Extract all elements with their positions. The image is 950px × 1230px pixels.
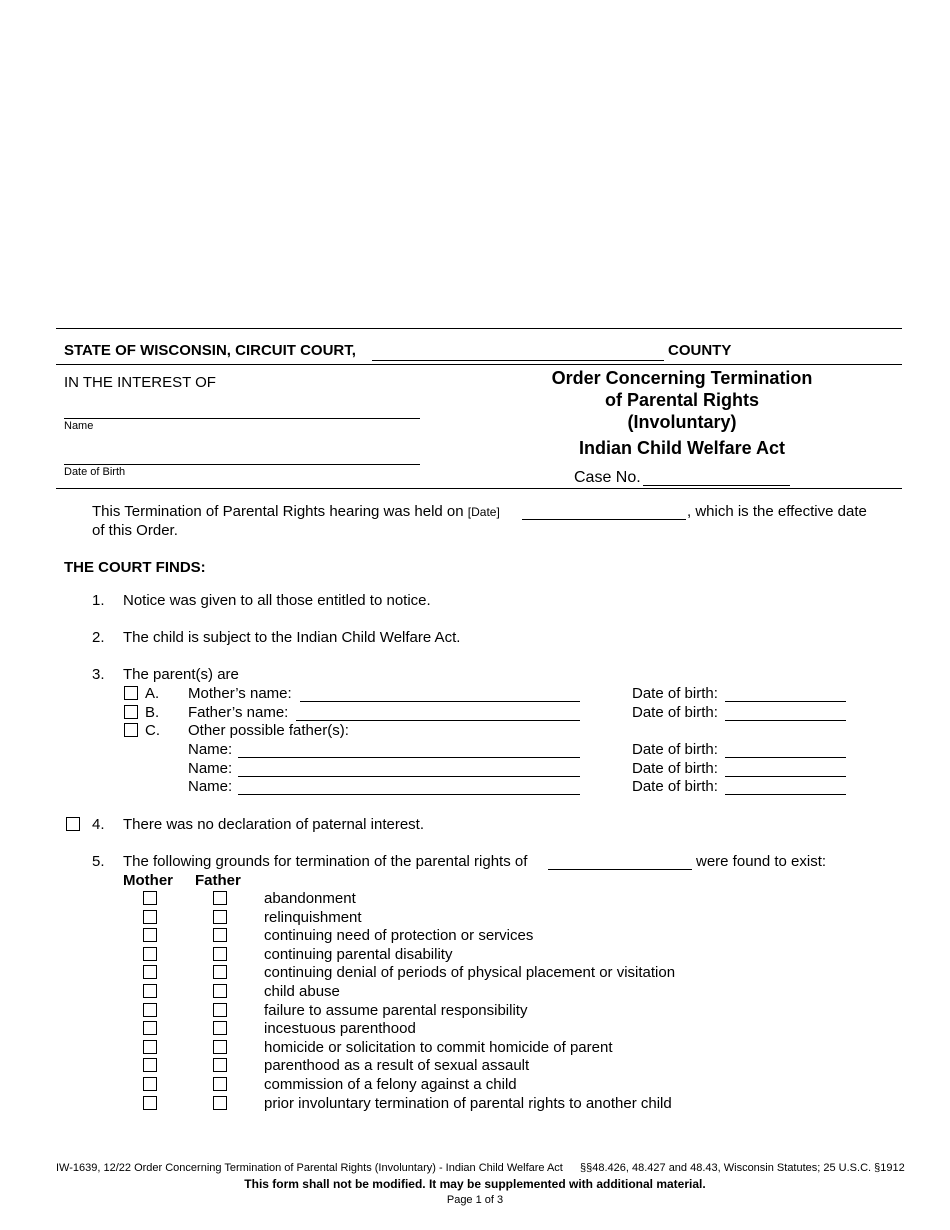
item1-text: Notice was given to all those entitled to notice. (123, 592, 431, 609)
ground-father-checkbox[interactable] (213, 891, 227, 905)
ground-label: failure to assume parental responsibility (264, 1002, 528, 1019)
ground-father-checkbox[interactable] (213, 1040, 227, 1054)
ground-father-checkbox[interactable] (213, 984, 227, 998)
ground-label: prior involuntary termination of parental rights to another child (264, 1095, 672, 1112)
intro-before: This Termination of Parental Rights hearing was held on (92, 503, 464, 520)
item5-parent-field[interactable] (548, 869, 692, 870)
header-rule (56, 364, 902, 365)
father-name-label: Father’s name: (188, 704, 289, 721)
court-line-suffix: COUNTY (668, 342, 732, 359)
ground-father-checkbox[interactable] (213, 1021, 227, 1035)
other-father-2-name-label: Name: (188, 760, 233, 777)
ground-father-checkbox[interactable] (213, 965, 227, 979)
ground-mother-checkbox[interactable] (143, 891, 157, 905)
header-bottom-rule (56, 488, 902, 489)
ground-mother-checkbox[interactable] (143, 965, 157, 979)
in-interest-of-label: IN THE INTEREST OF (64, 374, 216, 391)
top-rule (56, 328, 902, 329)
other-father-3-dob-field[interactable] (725, 794, 846, 795)
ground-mother-checkbox[interactable] (143, 1003, 157, 1017)
father-name-field[interactable] (296, 720, 580, 721)
ground-label: continuing need of protection or services (264, 927, 534, 944)
ground-father-checkbox[interactable] (213, 1077, 227, 1091)
ground-mother-checkbox[interactable] (143, 910, 157, 924)
other-fathers-label: Other possible father(s): (188, 722, 349, 739)
other-father-2-dob-label: Date of birth: (632, 760, 718, 777)
ground-mother-checkbox[interactable] (143, 1021, 157, 1035)
ground-mother-checkbox[interactable] (143, 1077, 157, 1091)
other-father-1-dob-field[interactable] (725, 757, 846, 758)
item3-text: The parent(s) are (123, 666, 239, 683)
ground-mother-checkbox[interactable] (143, 1096, 157, 1110)
form-subtitle: Indian Child Welfare Act (578, 438, 786, 458)
form-title-line2: of Parental Rights (604, 390, 760, 410)
findings-heading: THE COURT FINDS: (64, 559, 206, 576)
ground-label: incestuous parenthood (264, 1020, 416, 1037)
parent-c-checkbox[interactable] (124, 723, 138, 737)
child-dob-label: Date of Birth (64, 466, 126, 478)
footer-statutes: §§48.426, 48.427 and 48.43, Wisconsin Statutes; 25 U.S.C. §1912 (580, 1162, 905, 1174)
mother-dob-field[interactable] (725, 701, 846, 702)
ground-mother-checkbox[interactable] (143, 947, 157, 961)
other-father-1-dob-label: Date of birth: (632, 741, 718, 758)
court-line-prefix: STATE OF WISCONSIN, CIRCUIT COURT, (64, 342, 356, 359)
item5-text-after: were found to exist: (696, 853, 827, 870)
father-dob-label: Date of birth: (632, 704, 718, 721)
intro-after: , which is the effective date (687, 503, 867, 520)
item2-text: The child is subject to the Indian Child Welfare Act. (123, 629, 461, 646)
county-field[interactable] (372, 360, 664, 361)
ground-mother-checkbox[interactable] (143, 1058, 157, 1072)
mother-column-heading: Mother (123, 872, 173, 889)
item5-number: 5. (92, 853, 105, 870)
footer-form-id: IW-1639, 12/22 Order Concerning Termination of Parental Rights (Involuntary) - Indian Child Welfare Act (56, 1162, 563, 1174)
ground-father-checkbox[interactable] (213, 910, 227, 924)
form-title-line3: (Involuntary) (627, 412, 737, 432)
other-father-3-name-field[interactable] (238, 794, 580, 795)
mother-name-label: Mother’s name: (188, 685, 292, 702)
ground-label: parenthood as a result of sexual assault (264, 1057, 530, 1074)
item1-number: 1. (92, 592, 105, 609)
ground-label: continuing denial of periods of physical placement or visitation (264, 964, 676, 981)
footer-page-number: Page 1 of 3 (446, 1194, 504, 1206)
ground-label: abandonment (264, 890, 356, 907)
ground-father-checkbox[interactable] (213, 928, 227, 942)
item2-number: 2. (92, 629, 105, 646)
mother-dob-label: Date of birth: (632, 685, 718, 702)
other-father-3-name-label: Name: (188, 778, 233, 795)
child-dob-field[interactable] (64, 464, 420, 465)
child-name-label: Name (64, 420, 94, 432)
item5-text-before: The following grounds for termination of the parental rights of (123, 853, 528, 870)
case-no-field[interactable] (643, 485, 790, 486)
footer-notice: This form shall not be modified. It may be supplemented with additional material. (244, 1177, 706, 1191)
parent-b-checkbox[interactable] (124, 705, 138, 719)
intro-text (92, 503, 500, 520)
parent-a-checkbox[interactable] (124, 686, 138, 700)
ground-father-checkbox[interactable] (213, 1096, 227, 1110)
ground-mother-checkbox[interactable] (143, 928, 157, 942)
form-title-line1: Order Concerning Termination (551, 368, 813, 388)
item3-number: 3. (92, 666, 105, 683)
item4-checkbox[interactable] (66, 817, 80, 831)
other-father-3-dob-label: Date of birth: (632, 778, 718, 795)
parent-b-letter: B. (145, 704, 160, 721)
ground-label: relinquishment (264, 909, 362, 926)
other-father-1-name-field[interactable] (238, 757, 580, 758)
father-dob-field[interactable] (725, 720, 846, 721)
other-father-2-dob-field[interactable] (725, 776, 846, 777)
intro-line2: of this Order. (92, 522, 178, 539)
child-name-field[interactable] (64, 418, 420, 419)
parent-c-letter: C. (145, 722, 160, 739)
other-father-1-name-label: Name: (188, 741, 233, 758)
ground-mother-checkbox[interactable] (143, 984, 157, 998)
item4-text: There was no declaration of paternal interest. (123, 816, 425, 833)
hearing-date-field[interactable] (522, 519, 686, 520)
ground-mother-checkbox[interactable] (143, 1040, 157, 1054)
ground-label: child abuse (264, 983, 340, 1000)
parent-a-letter: A. (145, 685, 160, 702)
ground-father-checkbox[interactable] (213, 947, 227, 961)
father-column-heading: Father (195, 872, 241, 889)
ground-label: continuing parental disability (264, 946, 453, 963)
ground-father-checkbox[interactable] (213, 1058, 227, 1072)
case-no-label: Case No. (574, 469, 641, 486)
other-father-2-name-field[interactable] (238, 776, 580, 777)
ground-father-checkbox[interactable] (213, 1003, 227, 1017)
ground-label: homicide or solicitation to commit homicide of parent (264, 1039, 613, 1056)
mother-name-field[interactable] (300, 701, 580, 702)
item4-number: 4. (92, 816, 105, 833)
intro-date-label: [Date] (467, 505, 500, 519)
ground-label: commission of a felony against a child (264, 1076, 517, 1093)
